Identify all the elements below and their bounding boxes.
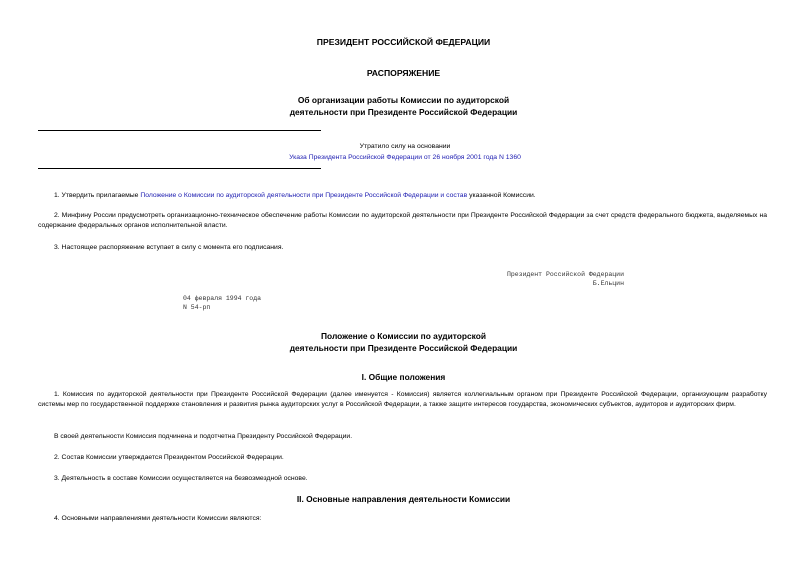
order-p1-suffix: указанной Комиссии. <box>467 192 536 199</box>
order-paragraph-2: 2. Минфину России предусмотреть организационно-техническое обеспечение работы Комиссии по аудиторской деятельности при Президенте Российской Федерации за счет средств федерального бюджета, выделяемых на содержание федеральных органов исполнительной власти. <box>38 212 767 230</box>
regulation-title-line2: деятельности при Президенте Российской Федерации <box>289 342 518 353</box>
section-1-paragraph-2: В своей деятельности Комиссия подчинена и подотчетна Президенту Российской Федерации. <box>54 433 353 440</box>
document-type: РАСПОРЯЖЕНИЕ <box>366 68 441 78</box>
document-title-line2: деятельности при Президенте Российской Федерации <box>289 106 518 117</box>
divider-top <box>38 130 321 131</box>
section-2-heading: II. Основные направления деятельности Комиссии <box>296 494 511 504</box>
date-block <box>183 294 261 312</box>
signature-position: Президент Российской Федерации <box>506 271 624 278</box>
order-paragraph-1 <box>38 191 767 201</box>
section-1-heading: I. Общие положения <box>361 372 446 382</box>
regulation-title-line1: Положение о Комиссии по аудиторской <box>321 331 486 341</box>
signature-name: Б.Ельцин <box>592 280 624 287</box>
order-p1-prefix: 1. Утвердить прилагаемые <box>54 192 141 199</box>
document-title-line1: Об организации работы Комиссии по аудиторской <box>297 95 510 105</box>
order-paragraph-3: 3. Настоящее распоряжение вступает в силу с момента его подписания. <box>54 244 284 251</box>
section-1-paragraph-4: 3. Деятельность в составе Комиссии осуществляется на безвозмездной основе. <box>54 475 308 482</box>
section-1-paragraph-3: 2. Состав Комиссии утверждается Президентом Российской Федерации. <box>54 454 284 461</box>
regulation-title <box>0 331 807 354</box>
document-number: N 54-рп <box>183 304 211 311</box>
status-link[interactable]: Указа Президента Российской Федерации от 26 ноября 2001 года N 1360 <box>289 154 521 161</box>
document-title <box>0 95 807 118</box>
issuing-authority: ПРЕЗИДЕНТ РОССИЙСКОЙ ФЕДЕРАЦИИ <box>316 37 491 47</box>
divider-bottom <box>38 168 321 169</box>
regulation-link[interactable]: Положение о Комиссии по аудиторской деятельности при Президенте Российской Федерации и состав <box>140 192 468 199</box>
status-note: Утратило силу на основании <box>359 143 451 150</box>
signing-date: 04 февраля 1994 года <box>183 295 262 302</box>
status-block <box>150 141 660 163</box>
signature-block <box>507 270 624 288</box>
section-1-paragraph-1: 1. Комиссия по аудиторской деятельности при Президенте Российской Федерации (далее именуется - Комиссия) является коллегиальным органом при Президенте Российской Федерации, организующим разработку системы мер по государственной поддержке становления и развития рынка аудиторских услуг в Российской Федерации, а также защите интересов государства, экономических субъектов, аудиторов и аудиторских фирм. <box>38 391 767 409</box>
section-2-paragraph-1: 4. Основными направлениями деятельности Комиссии являются: <box>54 515 262 522</box>
